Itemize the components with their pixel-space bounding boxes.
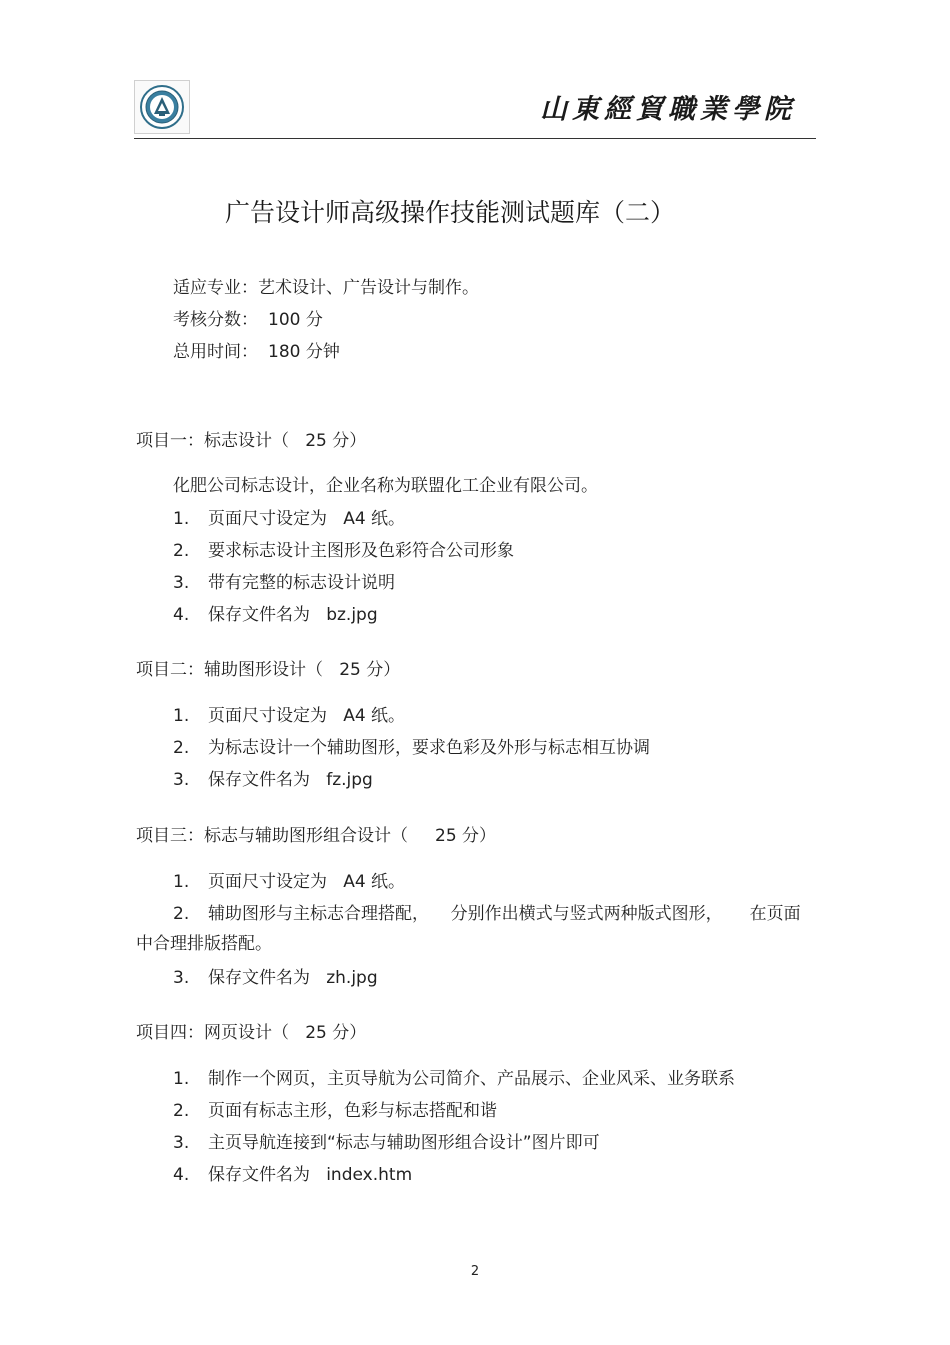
item-text: 保存文件名为 bz.jpg	[208, 605, 378, 625]
section-heading-2: 项目二：辅助图形设计（ 25 分）	[136, 660, 401, 680]
page-number: 2	[470, 1264, 480, 1279]
item-text: 页面有标志主形，色彩与标志搭配和谐	[208, 1101, 497, 1121]
item-text: 页面尺寸设定为 A4 纸。	[208, 872, 406, 892]
list-item	[173, 1163, 412, 1187]
section-intro-1: 化肥公司标志设计，企业名称为联盟化工企业有限公司。	[173, 476, 598, 496]
list-item	[173, 768, 373, 792]
item-text: 主页导航连接到“标志与辅助图形组合设计”图片即可	[208, 1133, 600, 1153]
list-item	[173, 1131, 600, 1155]
list-item	[173, 736, 650, 760]
list-item	[173, 902, 801, 926]
meta-value: 艺术设计、广告设计与制作。	[258, 278, 479, 298]
page-header	[134, 78, 816, 139]
item-number: 1.	[173, 509, 190, 529]
list-item	[173, 966, 378, 990]
item-continuation: 中合理排版搭配。	[136, 934, 272, 954]
item-number: 3.	[173, 1133, 190, 1153]
list-item	[173, 507, 405, 531]
list-item	[173, 870, 405, 894]
section-heading-1: 项目一：标志设计（ 25 分）	[136, 431, 367, 451]
item-text: 带有完整的标志设计说明	[208, 573, 395, 593]
item-number: 2.	[173, 738, 190, 758]
item-text: 保存文件名为 zh.jpg	[208, 968, 378, 988]
meta-value: 100 分	[268, 310, 323, 330]
item-number: 3.	[173, 573, 190, 593]
list-item	[173, 603, 378, 627]
item-text: 保存文件名为 fz.jpg	[208, 770, 373, 790]
item-number: 2.	[173, 541, 190, 561]
school-logo	[134, 80, 190, 134]
item-number: 1.	[173, 706, 190, 726]
meta-major	[173, 276, 479, 300]
document-title: 广告设计师高级操作技能测试题库（二）	[224, 198, 675, 227]
meta-label: 总用时间：	[173, 342, 258, 362]
meta-label: 考核分数：	[173, 310, 258, 330]
item-text: 要求标志设计主图形及色彩符合公司形象	[208, 541, 514, 561]
meta-label: 适应专业：	[173, 278, 258, 298]
item-number: 4.	[173, 1165, 190, 1185]
list-item	[173, 1099, 497, 1123]
list-item	[173, 1067, 735, 1091]
meta-value: 180 分钟	[268, 342, 340, 362]
section-heading-3: 项目三：标志与辅助图形组合设计（ 25 分）	[136, 826, 497, 846]
school-emblem-icon	[138, 83, 186, 131]
item-number: 2.	[173, 904, 190, 924]
item-number: 4.	[173, 605, 190, 625]
school-name-calligraphy: 山東經貿職業學院	[540, 94, 796, 125]
item-number: 3.	[173, 968, 190, 988]
list-item	[173, 539, 514, 563]
item-number: 1.	[173, 872, 190, 892]
item-text: 页面尺寸设定为 A4 纸。	[208, 509, 406, 529]
item-text: 保存文件名为 index.htm	[208, 1165, 413, 1185]
item-number: 3.	[173, 770, 190, 790]
section-heading-4: 项目四：网页设计（ 25 分）	[136, 1023, 367, 1043]
meta-time	[173, 340, 340, 364]
list-item	[173, 704, 405, 728]
item-number: 1.	[173, 1069, 190, 1089]
list-item	[173, 571, 395, 595]
item-number: 2.	[173, 1101, 190, 1121]
item-text: 为标志设计一个辅助图形，要求色彩及外形与标志相互协调	[208, 738, 650, 758]
item-text: 辅助图形与主标志合理搭配， 分别作出横式与竖式两种版式图形， 在页面	[208, 904, 801, 924]
item-text: 制作一个网页，主页导航为公司简介、产品展示、企业风采、业务联系	[208, 1069, 735, 1089]
meta-score	[173, 308, 323, 332]
item-text: 页面尺寸设定为 A4 纸。	[208, 706, 406, 726]
